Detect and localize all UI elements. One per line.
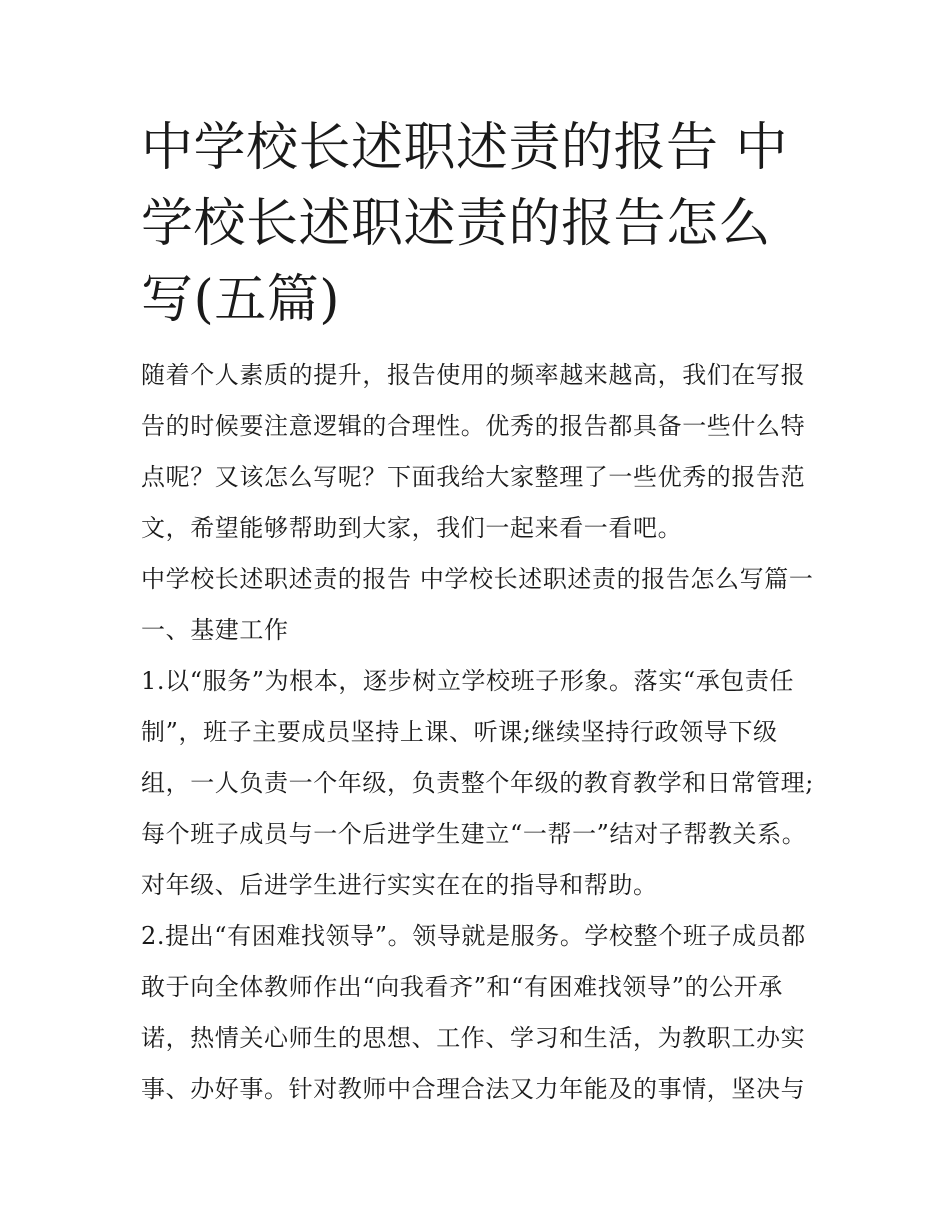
document-body [141,110,821,1115]
item-1-paragraph: 1.以“服务”为根本，逐步树立学校班子形象。落实“承包责任制”，班子主要成员坚持上课、听课;继续坚持行政领导下级组，一人负责一个年级，负责整个年级的教育教学和日常管理;每个班子成员与一个后进学生建立“一帮一”结对子帮教关系。对年级、后进学生进行实实在在的指导和帮助。 [141,667,814,899]
item-2-paragraph: 2.提出“有困难找领导”。领导就是服务。学校整个班子成员都敢于向全体教师作出“向我看齐”和“有困难找领导”的公开承诺，热情关心师生的思想、工作、学习和生活，为教职工办实事、办好事。针对教师中合理合法又力年能及的事情，坚决与 [141,922,806,1103]
intro-paragraph: 随着个人素质的提升，报告使用的频率越来越高，我们在写报告的时候要注意逻辑的合理性。优秀的报告都具备一些什么特点呢？又该怎么写呢？下面我给大家整理了一些优秀的报告范文，希望能够帮助到大家，我们一起来看一看吧。 [141,361,806,542]
document-title: 中学校长述职述责的报告 中学校长述职述责的报告怎么写(五篇) [141,118,789,330]
section-heading-paragraph: 中学校长述职述责的报告 中学校长述职述责的报告怎么写篇一 一、基建工作 [141,565,814,644]
